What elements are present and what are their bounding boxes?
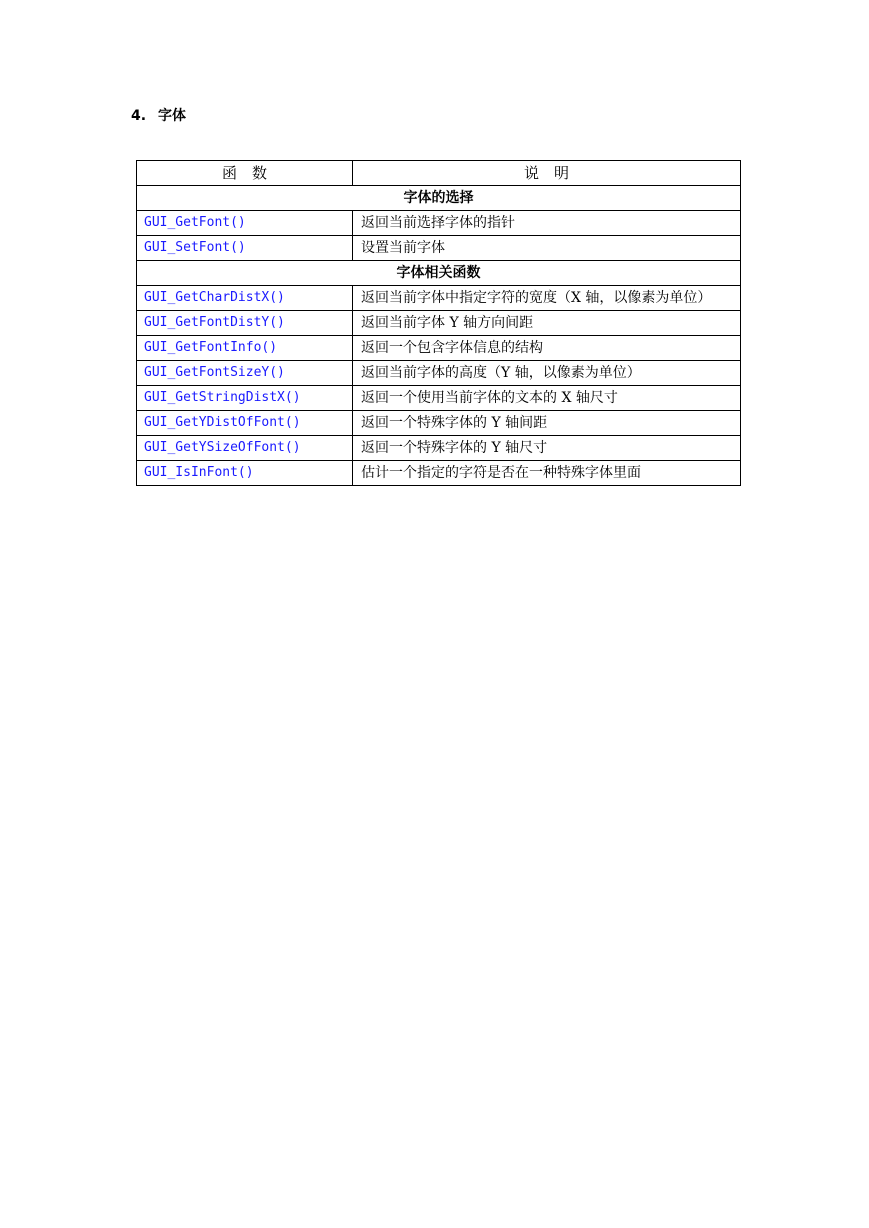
function-link[interactable]: GUI_IsInFont()	[137, 461, 353, 486]
table-row	[137, 436, 741, 461]
section-heading	[131, 106, 186, 126]
function-link[interactable]: GUI_GetCharDistX()	[137, 286, 353, 311]
table-row	[137, 311, 741, 336]
header-description: 说 明	[353, 161, 741, 186]
function-link[interactable]: GUI_GetFont()	[137, 211, 353, 236]
table-row	[137, 361, 741, 386]
header-function: 函 数	[137, 161, 353, 186]
function-description: 返回一个包含字体信息的结构	[353, 336, 741, 361]
function-description: 返回一个特殊字体的 Y 轴间距	[353, 411, 741, 436]
group-row-font-related	[137, 261, 741, 286]
function-link[interactable]: GUI_GetStringDistX()	[137, 386, 353, 411]
table-row	[137, 211, 741, 236]
section-title: 字体	[158, 108, 186, 124]
function-description: 返回当前字体的高度（Y 轴，以像素为单位）	[353, 361, 741, 386]
table-row	[137, 386, 741, 411]
function-link[interactable]: GUI_GetYSizeOfFont()	[137, 436, 353, 461]
function-link[interactable]: GUI_GetYDistOfFont()	[137, 411, 353, 436]
function-description: 返回一个使用当前字体的文本的 X 轴尺寸	[353, 386, 741, 411]
function-link[interactable]: GUI_SetFont()	[137, 236, 353, 261]
table-row	[137, 411, 741, 436]
table-row	[137, 336, 741, 361]
function-link[interactable]: GUI_GetFontSizeY()	[137, 361, 353, 386]
function-description: 返回当前字体中指定字符的宽度（X 轴，以像素为单位）	[353, 286, 741, 311]
function-description: 返回一个特殊字体的 Y 轴尺寸	[353, 436, 741, 461]
function-description: 返回当前选择字体的指针	[353, 211, 741, 236]
function-description: 设置当前字体	[353, 236, 741, 261]
function-description: 返回当前字体 Y 轴方向间距	[353, 311, 741, 336]
section-number: 4.	[131, 108, 147, 124]
function-link[interactable]: GUI_GetFontDistY()	[137, 311, 353, 336]
group-row-font-selection	[137, 186, 741, 211]
table-row	[137, 286, 741, 311]
function-description: 估计一个指定的字符是否在一种特殊字体里面	[353, 461, 741, 486]
table-row	[137, 236, 741, 261]
table-row	[137, 461, 741, 486]
font-functions-table	[136, 160, 741, 486]
function-link[interactable]: GUI_GetFontInfo()	[137, 336, 353, 361]
table-header-row	[137, 161, 741, 186]
group-title: 字体的选择	[137, 186, 741, 211]
group-title: 字体相关函数	[137, 261, 741, 286]
